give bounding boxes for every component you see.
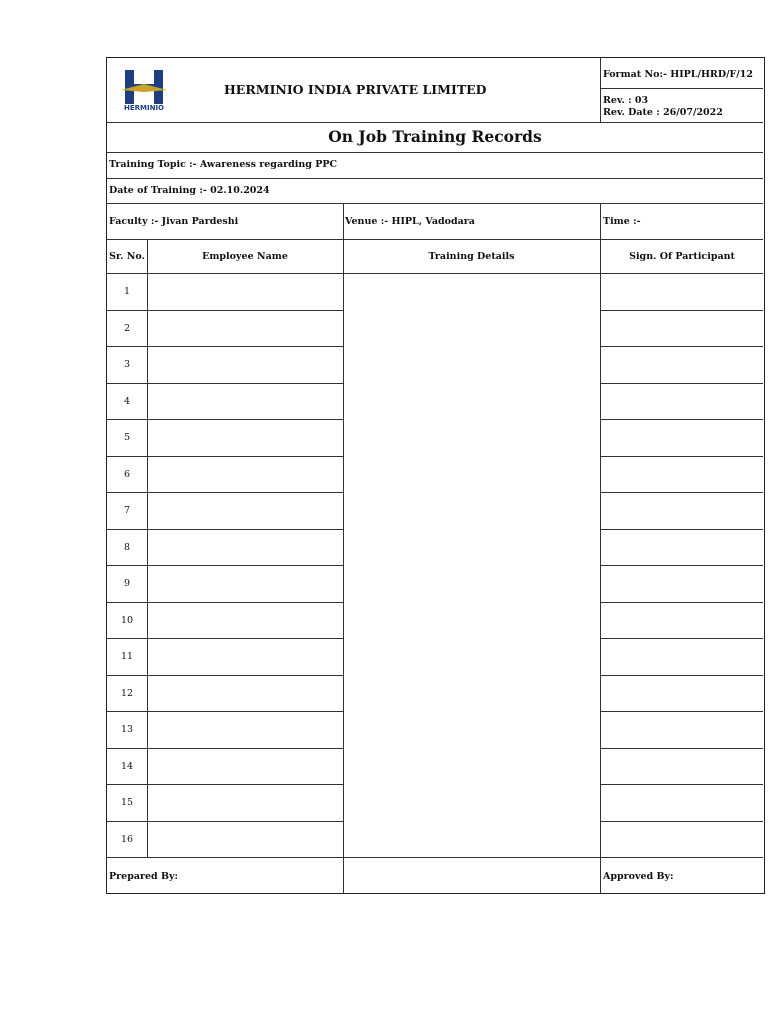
column-header-signature: Sign. Of Participant [629,251,735,262]
grid-line [343,203,344,239]
grid-line [600,565,763,566]
grid-line [107,203,763,204]
row-number: 7 [123,505,131,516]
row-number: 9 [123,578,131,589]
company-name: HERMINIO INDIA PRIVATE LIMITED [224,82,487,97]
column-header-training-details: Training Details [428,251,515,262]
grid-line [600,529,763,530]
grid-line [600,857,601,893]
grid-line [107,239,763,240]
grid-line [343,239,344,857]
grid-line [600,239,601,857]
logo-text: HERMINIO [123,104,164,112]
grid-line [107,711,343,712]
grid-line [600,346,763,347]
row-number: 2 [123,322,131,334]
venue-field: Venue :- HIPL, Vadodara [345,216,475,227]
grid-line [107,675,343,676]
page-title: On Job Training Records [328,127,542,146]
row-number: 8 [123,541,131,553]
revision-number: Rev. : 03 [603,95,649,106]
grid-line [107,419,343,420]
faculty-field: Faculty :- Jivan Pardeshi [109,216,239,227]
prepared-by: Prepared By: [109,871,179,882]
grid-line [107,122,763,123]
grid-line [600,602,763,603]
grid-line [107,152,763,153]
row-number: 3 [123,359,131,370]
row-number: 12 [120,687,134,699]
row-number: 11 [120,651,134,662]
training-topic: Training Topic :- Awareness regarding PPC [109,159,338,170]
grid-line [107,310,343,311]
grid-line [600,748,763,749]
grid-line [600,310,763,311]
grid-line [107,857,763,858]
training-record-form [106,57,765,894]
date-of-training: Date of Training :- 02.10.2024 [109,185,270,196]
grid-line [600,58,601,122]
row-number: 14 [120,760,134,772]
grid-line [107,638,343,639]
format-number: Format No:- HIPL/HRD/F/12 [603,69,753,80]
column-header-sr-no: Sr. No. [109,251,145,262]
grid-line [107,178,763,179]
grid-line [600,419,763,420]
row-number: 15 [120,797,134,808]
grid-line [600,638,763,639]
grid-line [107,602,343,603]
column-header-employee-name: Employee Name [202,251,288,262]
grid-line [600,675,763,676]
grid-line [600,383,763,384]
grid-line [107,492,343,493]
grid-line [107,273,763,274]
row-number: 5 [123,432,131,443]
grid-line [107,383,343,384]
grid-line [600,456,763,457]
row-number: 13 [120,724,134,735]
row-number: 1 [123,286,131,297]
grid-line [107,529,343,530]
grid-line [600,711,763,712]
grid-line [107,784,343,785]
grid-line [107,456,343,457]
grid-line [600,492,763,493]
grid-line [600,88,763,89]
time-field: Time :- [603,216,641,227]
approved-by: Approved By: [603,871,674,882]
grid-line [107,748,343,749]
grid-line [107,346,343,347]
row-number: 10 [120,614,134,626]
row-number: 16 [120,833,134,845]
grid-line [107,565,343,566]
grid-line [147,239,148,857]
grid-line [600,821,763,822]
revision-date: Rev. Date : 26/07/2022 [603,107,723,118]
grid-line [600,203,601,239]
grid-line [600,784,763,785]
row-number: 4 [123,395,131,407]
row-number: 6 [123,468,131,480]
grid-line [343,857,344,893]
grid-line [107,821,343,822]
